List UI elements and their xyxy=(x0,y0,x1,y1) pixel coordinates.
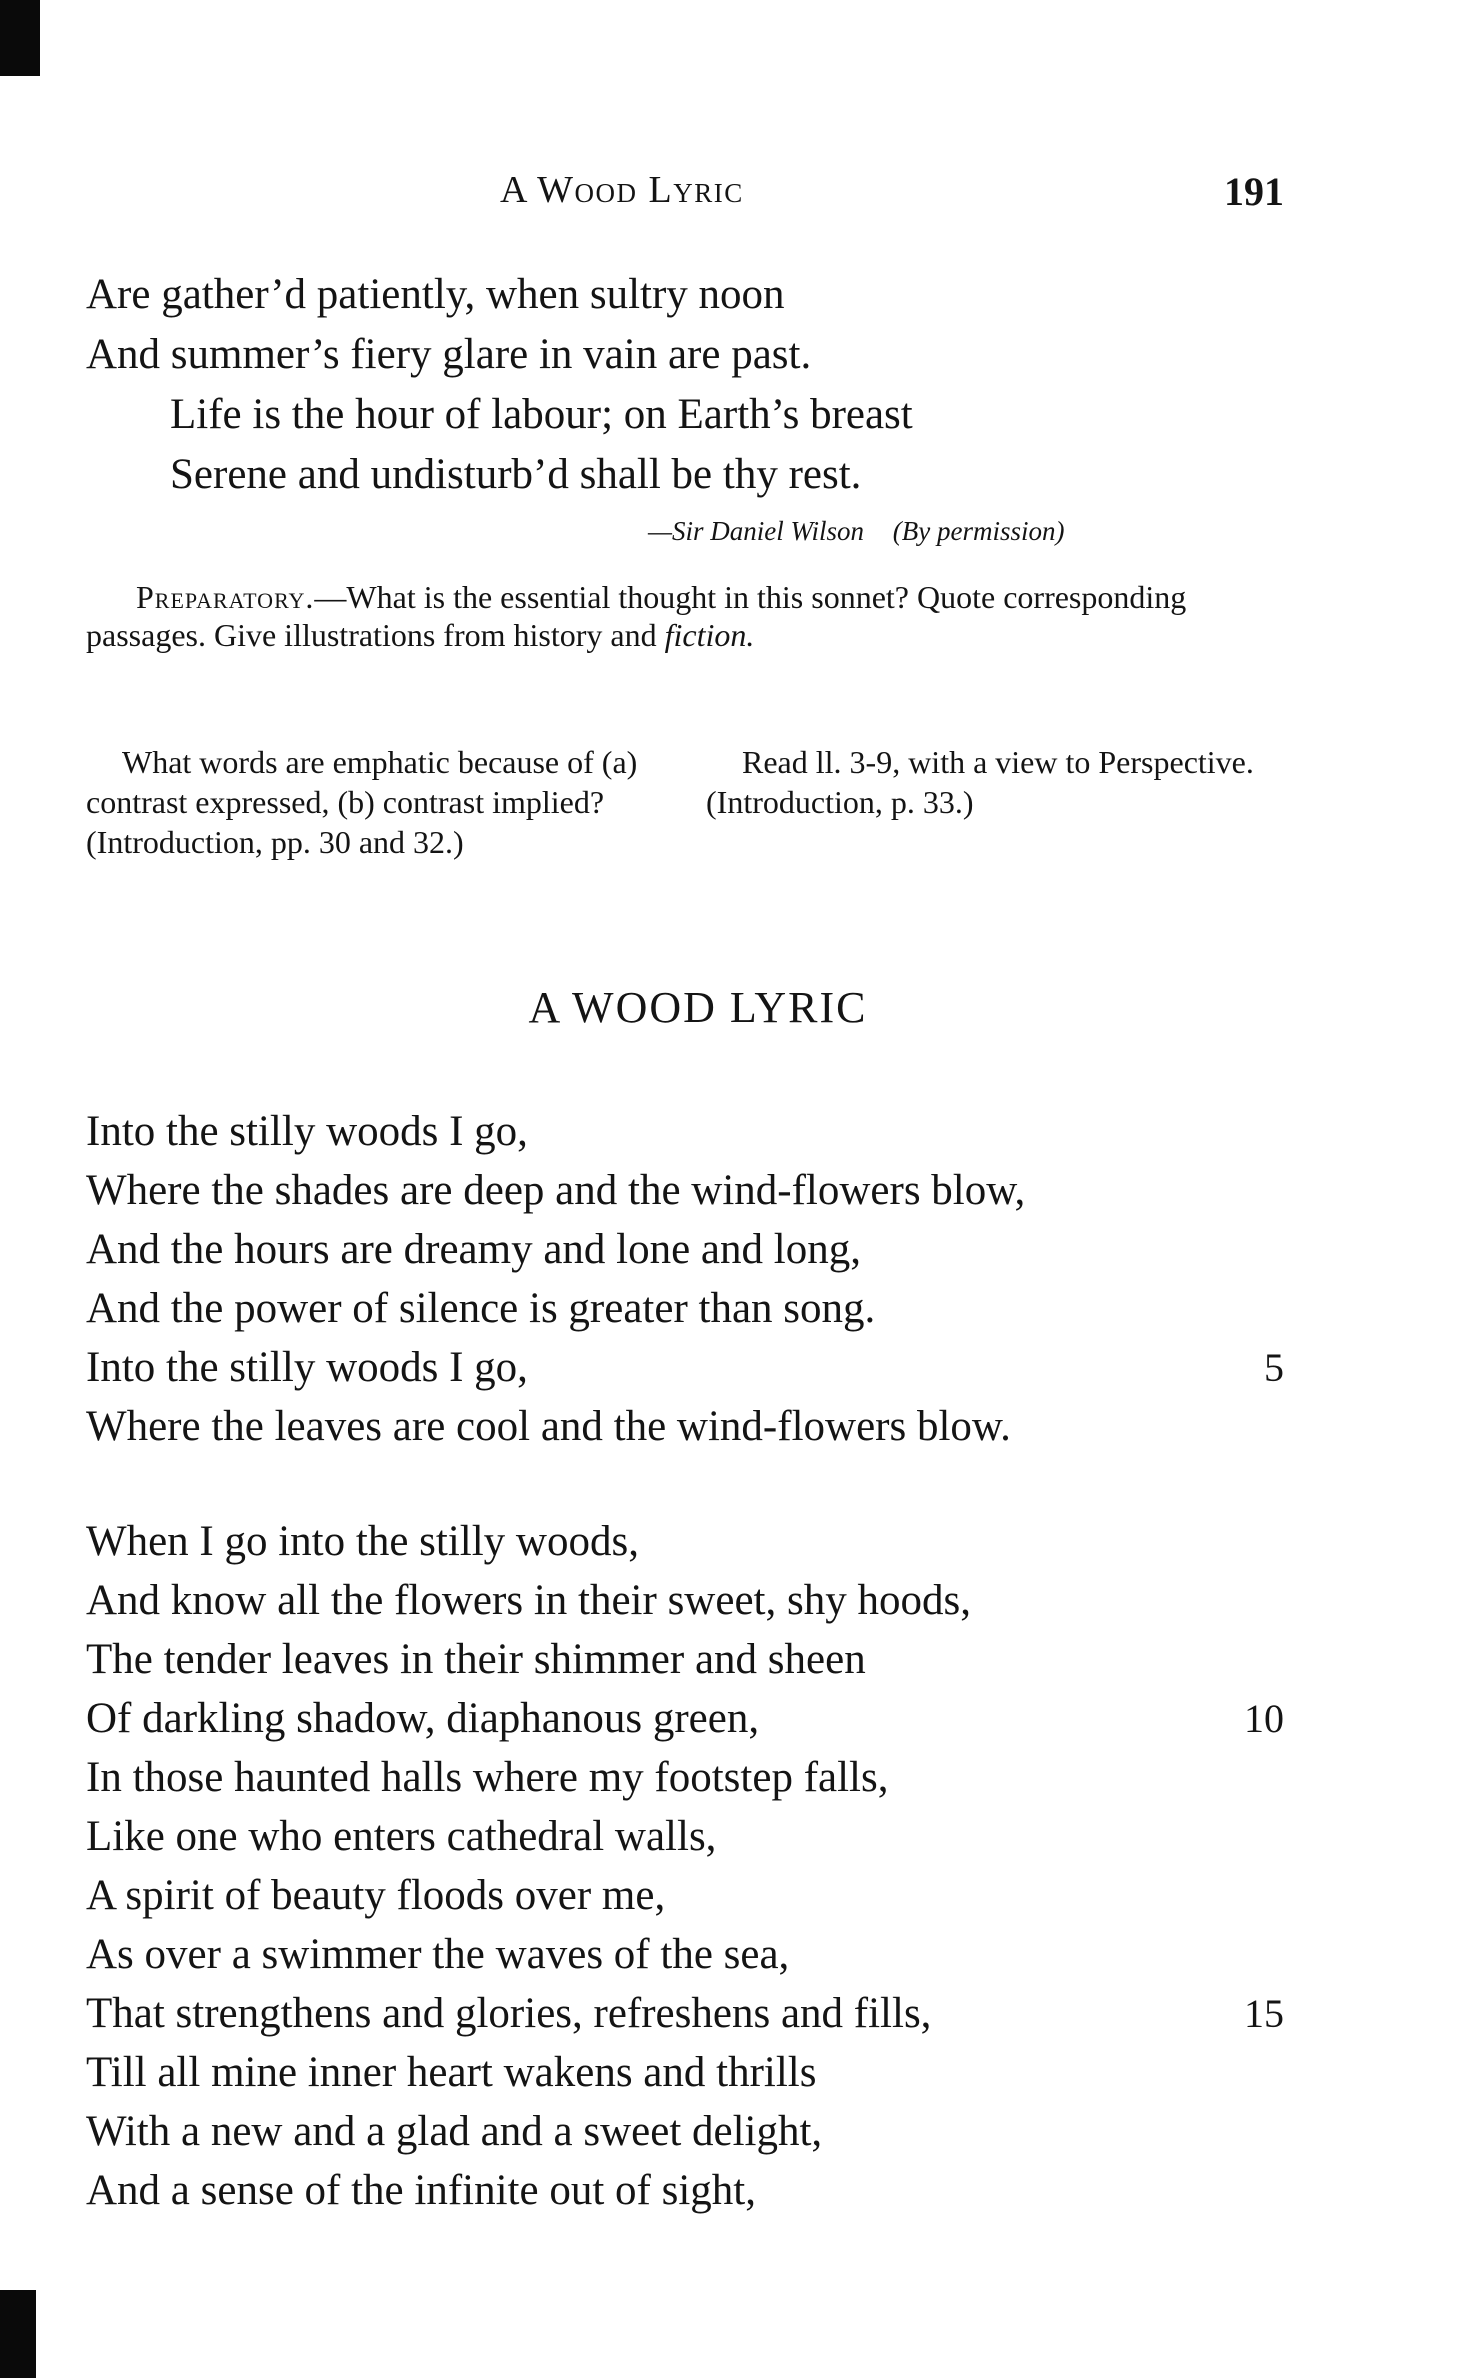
attribution-author: —Sir Daniel Wilson xyxy=(648,516,865,546)
poem-line: Of darkling shadow, diaphanous green, xyxy=(86,1695,760,1742)
poem-line: And know all the flowers in their sweet, shy hoods, xyxy=(86,1577,971,1624)
sonnet-line: Life is the hour of labour; on Earth’s breast xyxy=(170,391,913,438)
running-title: A Wood Lyric xyxy=(500,169,744,211)
attribution xyxy=(648,516,1064,547)
note-left xyxy=(86,742,666,862)
poem-line: When I go into the stilly woods, xyxy=(86,1518,639,1565)
poem-line: The tender leaves in their shimmer and sheen xyxy=(86,1636,866,1683)
poem-line: Into the stilly woods I go, xyxy=(86,1344,528,1391)
preparatory-questions xyxy=(86,578,1286,654)
attribution-permission: (By permission) xyxy=(892,516,1065,546)
running-head xyxy=(0,168,1476,228)
poem-line: Into the stilly woods I go, xyxy=(86,1108,528,1155)
poem-line: Where the leaves are cool and the wind-flowers blow. xyxy=(86,1403,1011,1450)
note-right-text: Read ll. 3-9, with a view to Perspective. (Introduction, p. 33.) xyxy=(706,744,1254,820)
line-number: 10 xyxy=(1244,1696,1284,1741)
poem-line: Till all mine inner heart wakens and thrills xyxy=(86,2049,817,2096)
poem-title: A WOOD LYRIC xyxy=(528,983,868,1032)
poem-line: In those haunted halls where my footstep falls, xyxy=(86,1754,889,1801)
poem-line: With a new and a glad and a sweet delight, xyxy=(86,2108,823,2155)
sonnet-line: Are gather’d patiently, when sultry noon xyxy=(86,271,785,318)
poem-line: And a sense of the infinite out of sight, xyxy=(86,2167,756,2214)
line-number: 15 xyxy=(1244,1991,1284,2036)
poem-line: A spirit of beauty floods over me, xyxy=(86,1872,666,1919)
poem-line: And the power of silence is greater than song. xyxy=(86,1285,876,1332)
sonnet-line: And summer’s fiery glare in vain are past. xyxy=(86,331,812,378)
poem-line: And the hours are dreamy and lone and long, xyxy=(86,1226,861,1273)
sonnet-line: Serene and undisturb’d shall be thy rest. xyxy=(170,451,862,498)
preparatory-text: —What is the essential thought in this sonnet? Quote corresponding passages. Give illustrations from history and xyxy=(86,579,1187,653)
poem-line: As over a swimmer the waves of the sea, xyxy=(86,1931,790,1978)
poem-line: Like one who enters cathedral walls, xyxy=(86,1813,717,1860)
note-left-text: What words are emphatic because of (a) contrast expressed, (b) contrast implied? (Introduction, pp. 30 and 32.) xyxy=(86,744,638,860)
preparatory-italic: fiction. xyxy=(664,617,755,653)
scan-edge-mark-top xyxy=(0,0,40,76)
scan-edge-mark-bottom xyxy=(0,2290,36,2378)
poem-line: Where the shades are deep and the wind-flowers blow, xyxy=(86,1167,1026,1214)
poem-line: That strengthens and glories, refreshens and fills, xyxy=(86,1990,932,2037)
note-right xyxy=(706,742,1286,822)
preparatory-label: Preparatory. xyxy=(136,579,315,615)
line-number: 5 xyxy=(1264,1345,1284,1390)
page-number: 191 xyxy=(1224,169,1284,214)
